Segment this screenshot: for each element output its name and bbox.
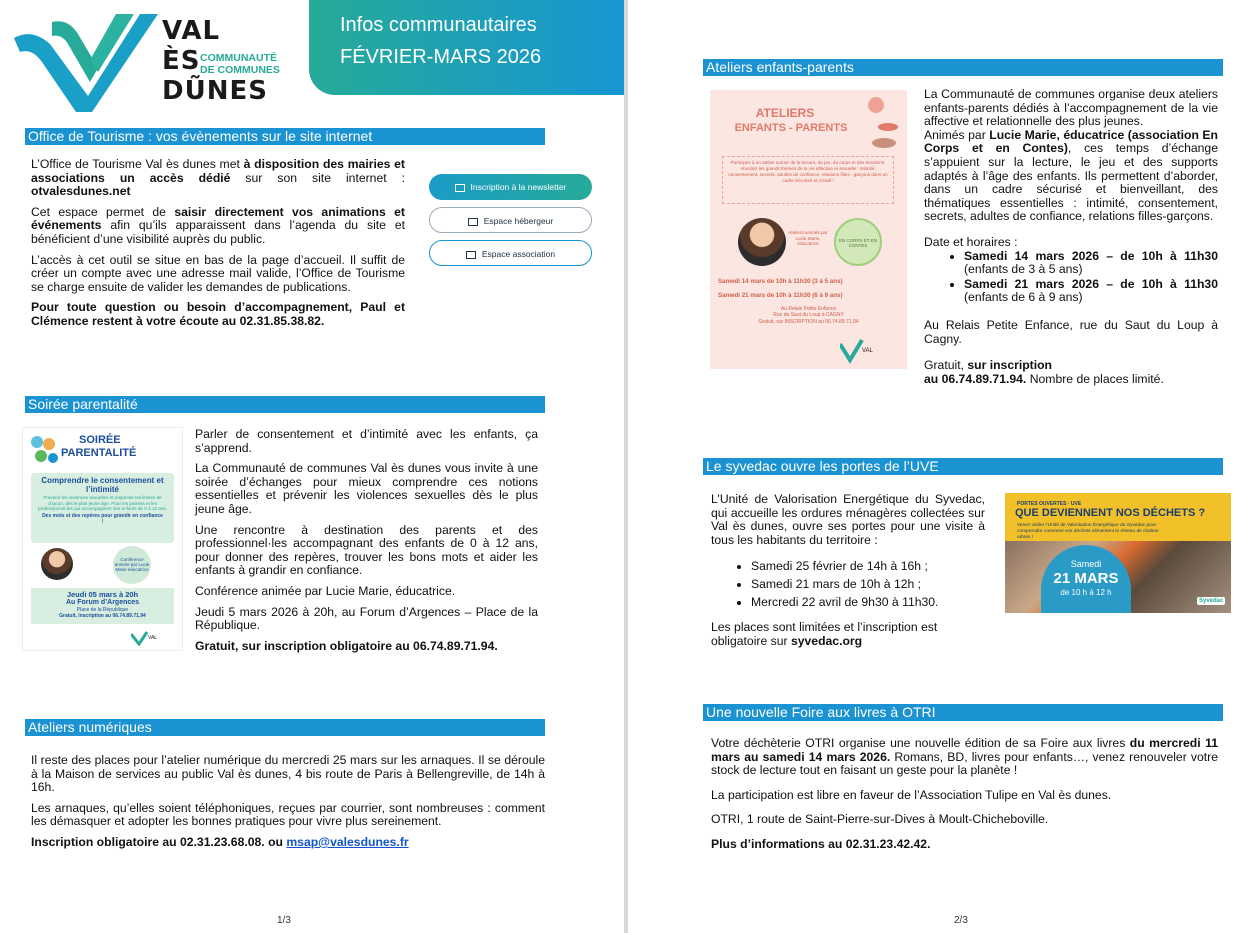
header-title: Infos communautaires: [340, 14, 537, 36]
ateliers-flyer-date2: Samedi 21 mars de 10h à 11h30 (6 à 9 ans): [718, 292, 843, 299]
section-heading-soiree: Soirée parentalité: [25, 396, 545, 413]
colorful-hands-icon: [27, 432, 61, 466]
otri-text: Votre déchèterie OTRI organise une nouvelle édition de sa Foire aux livres du mercredi 11 mars au samedi 14 mars 2026. Romans, BD, livres pour enfants…, venez renouveler votre stock de lecture tout en faisant un geste pour la planète ! La participation est libre en faveur de l’Association Tulipe en Val ès dunes. OTRI, 1 route de Saint-Pierre-sur-Dives à Moult-Chicheboville. Plus d’informations au 02.31.23.42.42.: [711, 736, 1218, 851]
syvedac-date-1: • Samedi 25 février de 14h à 16h ;: [751, 558, 985, 575]
ateliers-flyer-dates: [718, 275, 902, 303]
ateliers-flyer-title2: ENFANTS - PARENTS: [734, 122, 848, 134]
syvedac-date-3: • Mercredi 22 avril de 9h30 à 11h30.: [751, 594, 985, 611]
soiree-flyer: [22, 427, 183, 651]
soiree-flyer-green-box: [31, 473, 174, 543]
ateliers-flyer-footer: [710, 306, 907, 325]
logo-word-dunes: DŨNES: [162, 76, 268, 106]
logo-subtitle: [200, 52, 280, 76]
chat-icon: [466, 251, 476, 259]
syvedac-flyer-text: Venez visiter l’Unité de Valorisation Énergétique du Syvedac pour comprendre comment vos déchets alimentent le réseau de chaleur urbain !: [1017, 523, 1159, 540]
soiree-flyer-text: Prévenir les violences sexuelles et respecter les limites de chacun, dès le plus jeune âge. Pour les parents et les professionnel·les qui accompagnent des enfants de 0 à 12 ans.: [38, 495, 167, 512]
soiree-flyer-date-box: [31, 588, 174, 624]
ateliers-flyer-free: Gratuit, sur INSCRIPTION au 06.74.89.71.94: [758, 318, 859, 325]
ateliers-flyer-place2: Rue du Saut du Loup à CAGNY: [773, 312, 844, 319]
syvedac-flyer-date: 21 MARS: [1053, 570, 1119, 587]
soiree-flyer-place2: Place de la République: [76, 607, 129, 613]
svg-text:VAL: VAL: [862, 348, 873, 354]
ateliers-flyer-photo: [738, 218, 786, 266]
ateliers-text: La Communauté de communes organise deux ateliers enfants-parents dédiés à l’accompagnement de la vie affective et relationnelle des plus jeunes. Animés par Lucie Marie, éducatrice (association En Corps et en Contes), ces temps d’échange s’appuient sur la lecture, le jeu et des supports adaptés à l’âge des enfants. Ils permettent d’aborder, dans un cadre sécurisé et bienveillant, des thématiques essentielles : intimité, consentement, secrets, adultes de confiance, relations filles-garçons. Date et horaires : • Samedi 14 mars 2026 – de 10h à 11h30 (enfants de 3 à 5 ans) • Samedi 21 mars 2026 – de 10h à 11h30 (enfants de 6 à 9 ans) Au Relais Petite Enfance, rue du Saut du Loup à Cagny. Gratuit, sur inscription au 06.74.89.71.94. Nombre de places limité.: [924, 88, 1218, 386]
house-icon: [468, 218, 478, 226]
val-es-dunes-logo: [12, 8, 282, 112]
small-logo-icon: [131, 630, 161, 646]
soiree-flyer-conf-badge: Conférence animée par Lucie Marie éducatrice: [113, 546, 151, 584]
logo-v-mark-icon: [12, 8, 162, 112]
soiree-flyer-text2: Des mots et des repères pour grandir en confiance !: [42, 512, 163, 525]
espace-association-button[interactable]: [429, 240, 592, 266]
atelier-date-1: • Samedi 14 mars 2026 – de 10h à 11h30 (enfants de 3 à 5 ans): [964, 250, 1218, 277]
newsletter-button-label: Inscription à la newsletter: [470, 182, 567, 192]
ateliers-flyer-badge: EN CORPS ET EN CONTES: [834, 218, 882, 266]
ateliers-flyer-anim: Ateliers animés par Lucie Marie, éducatrice: [788, 230, 828, 247]
atelier-date-2: • Samedi 21 mars 2026 – de 10h à 11h30 (enfants de 6 à 9 ans): [964, 278, 1218, 305]
tourisme-text: L’Office de Tourisme Val ès dunes met à disposition des mairies et associations un accès dédié sur son site internet : otvalesdunes.net Cet espace permet de saisir directement vos animations et événements afin qu’ils apparaissent dans l’agenda du site et bénéficient d’une visibilité auprès du public. L’accès à cet outil se situe en bas de la page d’accueil. Il suffit de créer un compte avec une adresse mail valide, l’Office de Tourisme se charge ensuite de valider les demandes de publications. Pour toute question ou besoin d’accompagnement, Paul et Clémence restent à votre écoute au 02.31.85.38.82.: [31, 157, 405, 328]
soiree-flyer-place: Au Forum d’Argences: [65, 599, 140, 606]
soiree-flyer-free: Gratuit, inscription au 06.74.89.71.94: [59, 613, 146, 619]
section-heading-otri: Une nouvelle Foire aux livres à OTRI: [703, 704, 1223, 721]
syvedac-flyer: [1005, 493, 1231, 613]
logo-word-es: ÈS: [162, 46, 201, 76]
page-2: [628, 0, 1249, 933]
syvedac-flyer-title: QUE DEVIENNENT NOS DÉCHETS ?: [1015, 507, 1206, 519]
msap-email-link[interactable]: msap@valesdunes.fr: [286, 834, 409, 849]
ateliers-flyer-date1: Samedi 14 mars de 10h à 11h30 (3 à 5 ans): [718, 278, 843, 285]
syvedac-date-2: • Samedi 21 mars de 10h à 12h ;: [751, 576, 985, 593]
section-heading-numeriques: Ateliers numériques: [25, 719, 545, 736]
decorative-shapes-icon: [862, 95, 902, 155]
hebergeur-button-label: Espace hébergeur: [483, 216, 554, 226]
soiree-flyer-title2: PARENTALITÉ: [61, 447, 137, 459]
association-button-label: Espace association: [481, 249, 556, 259]
section-heading-tourisme: Office de Tourisme : vos évènements sur le site internet: [25, 128, 545, 145]
espace-hebergeur-button[interactable]: [429, 207, 592, 233]
soiree-text: Parler de consentement et d’intimité avec les enfants, ça s’apprend. La Communauté de communes Val ès dunes vous invite à une soirée d’échanges pour mieux comprendre ces notions essentielles et prévenir les violences sexuelles dès le plus jeune âge. Une rencontre à destination des parents et des professionnel·les accompagnant des enfants de 0 à 12 ans, pour donner des repères, trouver les bons mots et aider les enfants à grandir en confiance. Conférence animée par Lucie Marie, éducatrice. Jeudi 5 mars 2026 à 20h, au Forum d’Argences – Place de la République. Gratuit, sur inscription obligatoire au 06.74.89.71.94.: [195, 427, 538, 653]
soiree-flyer-photo: [41, 548, 73, 580]
small-logo-icon: [840, 338, 880, 364]
section-heading-ateliers: Ateliers enfants-parents: [703, 59, 1223, 76]
syvedac-flyer-logo: Syvedac: [1199, 598, 1224, 604]
section-heading-syvedac: Le syvedac ouvre les portes de l’UVE: [703, 458, 1223, 475]
numeriques-text: Il reste des places pour l’atelier numérique du mercredi 25 mars sur les arnaques. Il se déroule à la Maison de services au public Val ès dunes, 4 bis route de Paris à Bellengreville, de 14h à 16h. Les arnaques, qu’elles soient téléphoniques, reçues par courrier, sont nombreuses : comment les démasquer et adopter les bonnes pratiques pour vivre plus sereinement. Inscription obligatoire au 02.31.23.68.08. ou msap@valesdunes.fr: [31, 753, 545, 849]
soiree-flyer-date: Jeudi 05 mars à 20h: [66, 590, 139, 599]
syvedac-flyer-day: Samedi: [1070, 559, 1102, 569]
logo-word-val: VAL: [162, 16, 221, 46]
syvedac-flyer-date-badge: [1041, 545, 1131, 613]
ateliers-flyer: [710, 90, 907, 369]
syvedac-text: L’Unité de Valorisation Energétique du Syvedac, qui accueille les ordures ménagères collectées sur Val ès dunes, ouvre ses portes pour une visite à tous les habitants du territoire : • Samedi 25 février de 14h à 16h ; • Samedi 21 mars de 10h à 12h ; • Mercredi 22 avril de 9h30 à 11h30. Les places sont limitées et l’inscription est obligatoire sur syvedac.org: [711, 493, 985, 656]
header-date: FÉVRIER-MARS 2026: [340, 46, 542, 68]
header-banner: [309, 0, 624, 95]
syvedac-flyer-hours: de 10 h à 12 h: [1060, 588, 1112, 597]
logo-sub-line2: DE COMMUNES: [200, 64, 280, 76]
page-1: [0, 0, 624, 933]
ateliers-flyer-title1: ATELIERS: [755, 106, 815, 120]
page-number-2: 2/3: [954, 915, 968, 926]
page-number-1: 1/3: [277, 915, 291, 926]
soiree-flyer-title1: SOIRÉE: [79, 434, 121, 446]
newsletter-button[interactable]: [429, 174, 592, 200]
ateliers-flyer-text: Participez à un atelier autour de la lecture, du jeu, du corps et des émotions. Abordez les grands thèmes de la vie affective et sexuelle : intimité, consentement, secrets, adultes de confiance, relations filles - garçons dans un cadre sécurisé et créatif !: [722, 156, 894, 204]
syvedac-flyer-top: PORTES OUVERTES · UVE: [1017, 501, 1082, 507]
mail-icon: [455, 184, 465, 192]
logo-sub-line1: COMMUNAUTÉ: [200, 52, 277, 64]
soiree-flyer-subtitle: Comprendre le consentement et l’intimité: [41, 476, 164, 494]
ateliers-flyer-place1: Au Relais Petite Enfance: [780, 306, 837, 312]
svg-text:VAL: VAL: [148, 635, 158, 641]
